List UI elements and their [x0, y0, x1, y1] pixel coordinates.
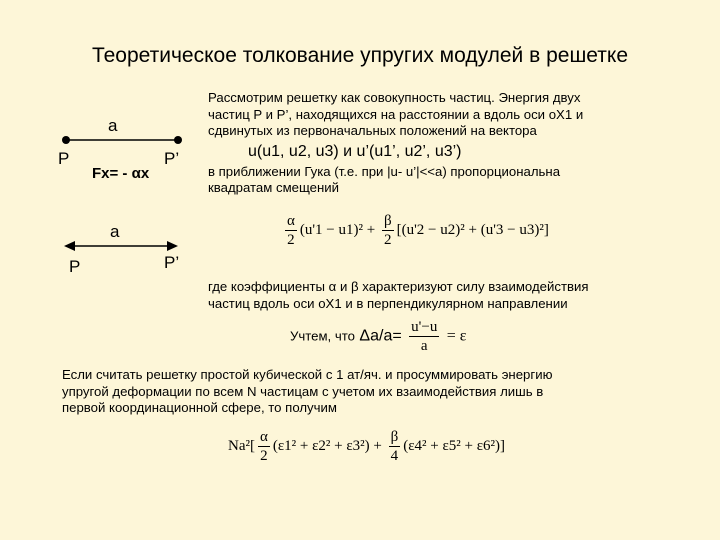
label-a-top: a: [108, 116, 118, 135]
arrow-left-icon: [64, 241, 75, 251]
strain-den: a: [420, 338, 428, 354]
particle-p2-top: [174, 136, 182, 144]
vectors-text: u(u1, u2, u3) и u’(u1’, u2’, u3’): [248, 142, 462, 160]
label-p2-top: P’: [164, 149, 180, 168]
strain-delta: Δa/a=: [359, 327, 402, 345]
strain-eps: = ε: [446, 327, 467, 345]
energy-formula: [282, 212, 549, 249]
coef-paragraph: [208, 279, 708, 312]
formula1-two-a: 2: [287, 232, 295, 248]
page-title: Теоретическое толкование упругих модулей в решетке: [91, 44, 629, 67]
strain-line: [290, 318, 467, 355]
intro-line-2: частиц P и P’, находящихся на расстоянии a вдоль оси oX1 и: [208, 106, 584, 122]
particle-p-top: [62, 136, 70, 144]
formula1-two-b: 2: [384, 232, 392, 248]
force-label: Fx= - αx: [92, 165, 150, 182]
formula2-four: 4: [390, 448, 399, 464]
intro-paragraph: [208, 90, 703, 197]
intro-line-3: сдвинутых из первоначальных положений на вектора: [208, 123, 537, 138]
coef-line-1: где коэффициенты α и β характеризуют силу взаимодействия: [208, 279, 589, 294]
label-p2-bottom: P’: [164, 253, 180, 272]
intro-line-5: квадратам смещений: [208, 180, 340, 195]
formula2-alpha: α: [259, 429, 268, 445]
formula2-prefix: Na²[: [228, 437, 255, 454]
intro-line-1: Рассмотрим решетку как совокупность частиц. Энергия двух: [208, 90, 581, 105]
formula1-beta: β: [383, 213, 392, 229]
formula2-body2: (ε4² + ε5² + ε6²)]: [403, 437, 506, 454]
formula1-alpha: α: [287, 213, 295, 229]
label-a-bottom: a: [110, 222, 120, 241]
formula2-beta: β: [390, 429, 399, 445]
formula2-two: 2: [260, 448, 268, 464]
formula2-body1: (ε1² + ε2² + ε3²) +: [272, 437, 382, 454]
arrow-right-icon: [167, 241, 178, 251]
intro-line-4: в приближении Гука (т.е. при |u- u’|<<a) пропорциональна: [208, 163, 561, 179]
total-energy-formula: [228, 428, 505, 465]
cubic-line-1: Если считать решетку простой кубической с 1 ат/яч. и просуммировать энергию: [62, 367, 553, 382]
coef-line-2: частиц вдоль оси oX1 и в перпендикулярном направлении: [208, 295, 568, 311]
cubic-line-2: упругой деформации по всем N частицам с учетом их взаимодействия лишь в: [62, 383, 544, 399]
strain-lead: Учтем, что: [290, 328, 355, 344]
cubic-paragraph: [62, 367, 682, 417]
cubic-line-3: первой координационной сфере, то получим: [62, 400, 337, 415]
strain-num: u'−u: [411, 319, 438, 335]
formula1-body2: [(u'2 − u2)² + (u'3 − u3)²]: [396, 221, 549, 238]
label-p-bottom: P: [69, 257, 81, 276]
formula1-body1: (u'1 − u1)² +: [299, 221, 376, 238]
label-p-top: P: [58, 149, 70, 168]
